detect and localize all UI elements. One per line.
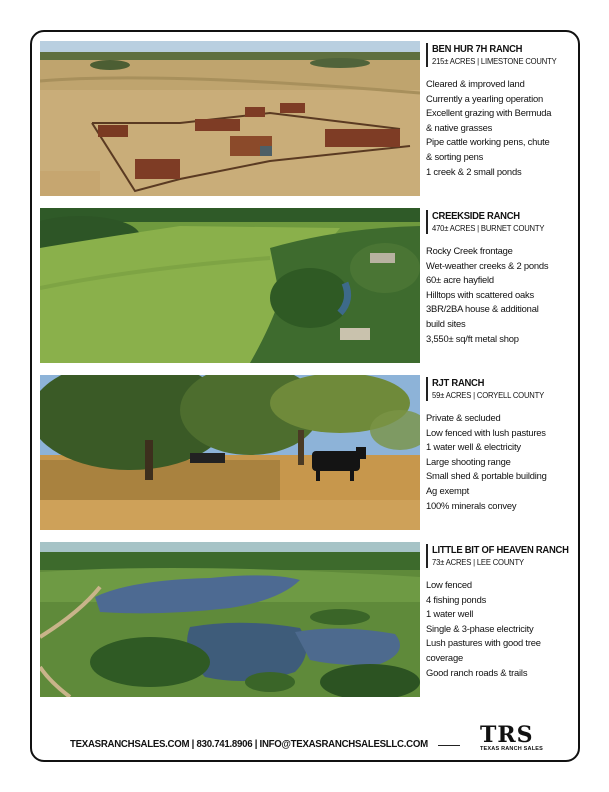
- ranch-name: RJT RANCH: [432, 377, 485, 389]
- feature-item: build sites: [426, 317, 466, 329]
- feature-item: Hilltops with scattered oaks: [426, 288, 534, 300]
- ranch-photo-pens: [40, 41, 420, 196]
- feature-item: 60± acre hayfield: [426, 274, 494, 286]
- listing-info: [426, 43, 570, 179]
- feature-item: Excellent grazing with Bermuda: [426, 107, 552, 119]
- listing-info: [426, 210, 570, 346]
- listing-header: [426, 377, 570, 401]
- ranch-photo-creek: [40, 208, 420, 363]
- listing-header: [426, 43, 570, 67]
- feature-item: & native grasses: [426, 121, 493, 133]
- feature-item: Single & 3-phase electricity: [426, 622, 534, 634]
- feature-item: Cleared & improved land: [426, 78, 525, 89]
- feature-item: 4 fishing ponds: [426, 593, 487, 605]
- feature-item: Small shed & portable building: [426, 470, 547, 482]
- footer-divider: [438, 745, 460, 746]
- ranch-name: LITTLE BIT OF HEAVEN RANCH: [432, 544, 569, 556]
- feature-list: [426, 244, 570, 346]
- logo-mark: TRS: [480, 722, 534, 748]
- feature-item: & sorting pens: [426, 150, 484, 162]
- footer: [40, 722, 570, 760]
- ranch-acreage: 73± ACRES | LEE COUNTY: [432, 557, 524, 567]
- feature-item: 3BR/2BA house & additional: [426, 303, 539, 315]
- feature-item: Currently a yearling operation: [426, 92, 543, 104]
- ranch-name: CREEKSIDE RANCH: [432, 210, 520, 222]
- logo-name: TEXAS RANCH SALES: [480, 746, 543, 752]
- feature-item: Rocky Creek frontage: [426, 245, 513, 256]
- feature-item: 1 water well & electricity: [426, 441, 521, 453]
- listing-header: [426, 544, 570, 568]
- ranch-acreage: 59± ACRES | CORYELL COUNTY: [432, 390, 545, 400]
- feature-item: 1 water well: [426, 608, 474, 620]
- ranch-photo-ponds: [40, 542, 420, 697]
- listing-header: [426, 210, 570, 234]
- feature-item: Private & secluded: [426, 412, 501, 423]
- listing-info: [426, 544, 570, 680]
- feature-list: [426, 411, 570, 513]
- trs-logo: [468, 724, 554, 756]
- feature-item: Pipe cattle working pens, chute: [426, 136, 550, 148]
- listing-info: [426, 377, 570, 513]
- feature-item: 1 creek & 2 small ponds: [426, 165, 522, 177]
- ranch-name: BEN HUR 7H RANCH: [432, 43, 523, 55]
- feature-item: Low fenced: [426, 579, 472, 590]
- feature-item: Lush pastures with good tree: [426, 637, 541, 649]
- ranch-photo-cow: [40, 375, 420, 530]
- feature-item: coverage: [426, 651, 463, 663]
- feature-item: Good ranch roads & trails: [426, 666, 528, 678]
- feature-list: [426, 578, 570, 680]
- feature-item: 100% minerals convey: [426, 499, 517, 511]
- ranch-acreage: 215± ACRES | LIMESTONE COUNTY: [432, 56, 557, 66]
- ranch-acreage: 470± ACRES | BURNET COUNTY: [432, 223, 545, 233]
- feature-item: Low fenced with lush pastures: [426, 426, 546, 438]
- contact-line[interactable]: TEXASRANCHSALES.COM | 830.741.8906 | INFO@TEXASRANCHSALESLLC.COM: [70, 738, 428, 750]
- feature-item: Ag exempt: [426, 484, 470, 496]
- feature-list: [426, 77, 570, 179]
- feature-item: Wet-weather creeks & 2 ponds: [426, 259, 549, 271]
- feature-item: Large shooting range: [426, 455, 511, 467]
- feature-item: 3,550± sq/ft metal shop: [426, 332, 519, 344]
